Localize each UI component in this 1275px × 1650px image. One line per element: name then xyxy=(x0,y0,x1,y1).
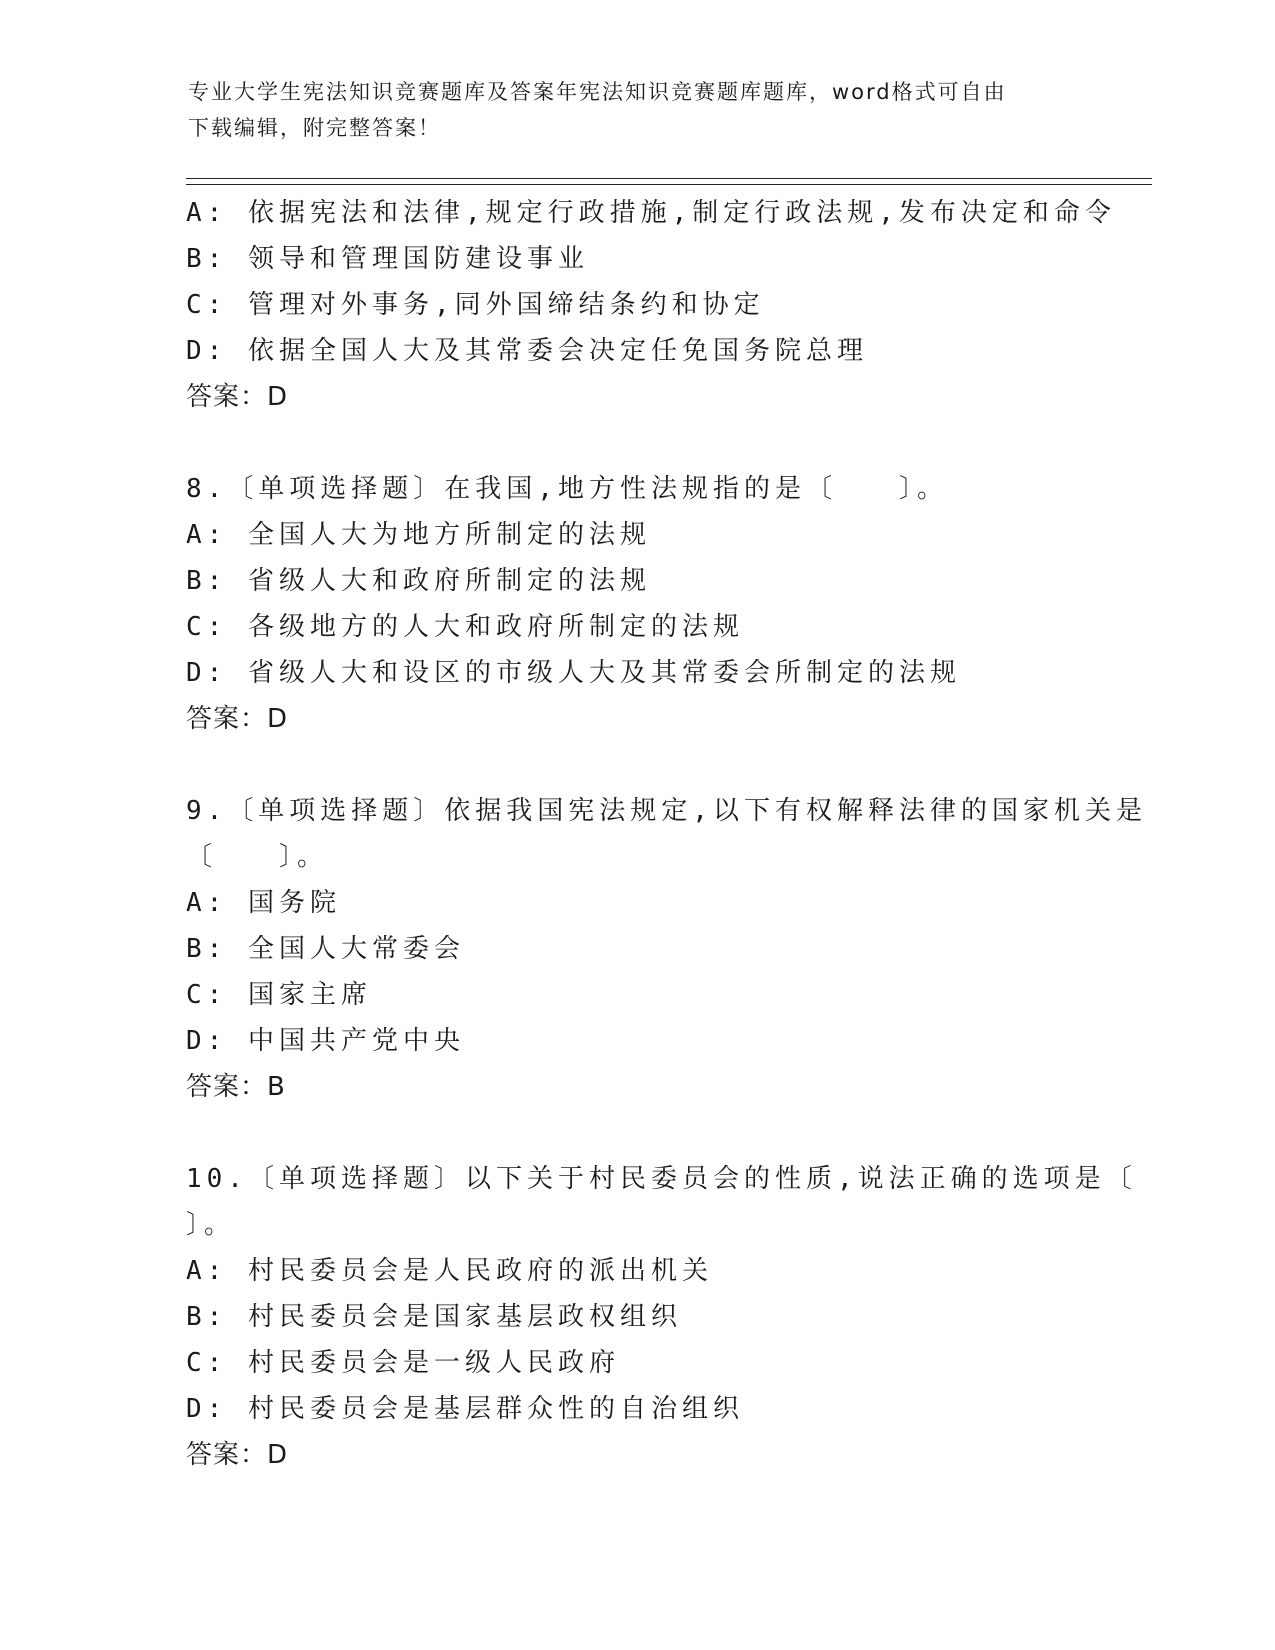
header-line-1: 专业大学生宪法知识竞赛题库及答案年宪法知识竞赛题库题库，word格式可自由 xyxy=(188,80,1007,104)
question-text-continued: 〔 〕。 xyxy=(186,842,329,872)
option-b: B: 全国人大常委会 xyxy=(186,934,465,964)
document-header xyxy=(188,74,1088,146)
question-text: 9.〔单项选择题〕依据我国宪法规定,以下有权解释法律的国家机关是 xyxy=(186,796,1147,826)
answer: 答案：B xyxy=(186,1072,286,1102)
option-b: B: 省级人大和政府所制定的法规 xyxy=(186,566,651,596)
spacer xyxy=(186,420,1086,466)
question-7-block xyxy=(186,190,1116,420)
question-text: 8.〔单项选择题〕在我国,地方性法规指的是〔 〕。 xyxy=(186,474,948,504)
option-a: A: 村民委员会是人民政府的派出机关 xyxy=(186,1256,713,1286)
option-d: D: 省级人大和设区的市级人大及其常委会所制定的法规 xyxy=(186,658,961,688)
option-c: C: 国家主席 xyxy=(186,980,372,1010)
spacer xyxy=(186,1110,1086,1156)
option-a: A: 依据宪法和法律,规定行政措施,制定行政法规,发布决定和命令 xyxy=(186,198,1116,228)
question-8-block xyxy=(186,466,1086,742)
answer: 答案：D xyxy=(186,1440,289,1470)
header-divider-top xyxy=(186,178,1152,179)
answer: 答案：D xyxy=(186,382,289,412)
option-b: B: 村民委员会是国家基层政权组织 xyxy=(186,1302,682,1332)
option-d: D: 中国共产党中央 xyxy=(186,1026,465,1056)
option-d: D: 依据全国人大及其常委会决定任免国务院总理 xyxy=(186,336,868,366)
option-a: A: 国务院 xyxy=(186,888,341,918)
header-line-2: 下载编辑，附完整答案！ xyxy=(188,116,441,140)
option-d: D: 村民委员会是基层群众性的自治组织 xyxy=(186,1394,744,1424)
option-c: C: 各级地方的人大和政府所制定的法规 xyxy=(186,612,744,642)
option-a: A: 全国人大为地方所制定的法规 xyxy=(186,520,651,550)
option-c: C: 管理对外事务,同外国缔结条约和协定 xyxy=(186,290,765,320)
question-text: 10.〔单项选择题〕以下关于村民委员会的性质,说法正确的选项是〔 xyxy=(186,1164,1137,1194)
option-b: B: 领导和管理国防建设事业 xyxy=(186,244,589,274)
question-9-block xyxy=(186,788,1147,1110)
question-list xyxy=(186,190,1147,1478)
question-10-block xyxy=(186,1156,1137,1478)
spacer xyxy=(186,742,1086,788)
answer: 答案：D xyxy=(186,704,289,734)
header-divider-bottom xyxy=(186,184,1152,185)
question-text-continued: 〕。 xyxy=(186,1210,236,1240)
option-c: C: 村民委员会是一级人民政府 xyxy=(186,1348,620,1378)
